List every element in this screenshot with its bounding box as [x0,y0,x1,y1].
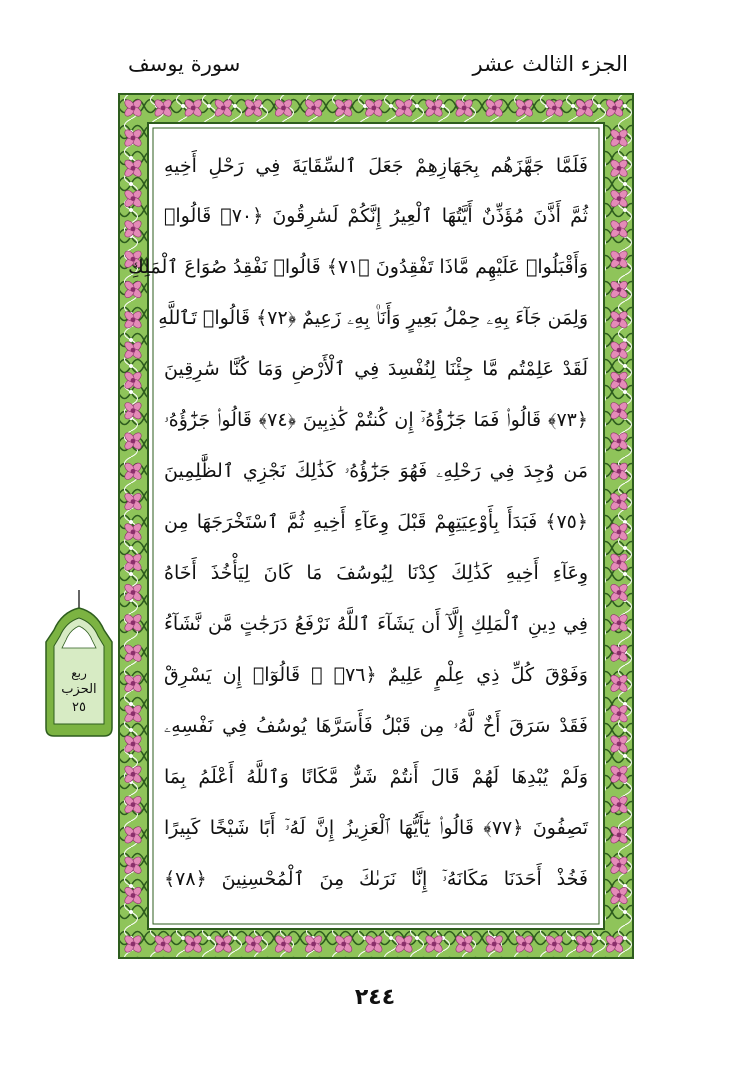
verse-line: مَن وُجِدَ فِي رَحْلِهِۦ فَهُوَ جَزَٰٓؤُهُۥ كَذَٰلِكَ نَجْزِي ٱلظَّٰلِمِينَ [164,460,588,482]
juz-label: الجزء الثالث عشر [472,52,628,76]
verse-line: ﴿٧٣﴾ قَالُوا۟ فَمَا جَزَٰٓؤُهُۥٓ إِن كُنتُمْ كَٰذِبِينَ ﴿٧٤﴾ قَالُوا۟ جَزَٰٓؤُهُۥ [164,409,589,431]
verse-line: ﴿٧٥﴾ فَبَدَأَ بِأَوْعِيَتِهِمْ قَبْلَ وِعَآءِ أَخِيهِ ثُمَّ ٱسْتَخْرَجَهَا مِن [164,511,588,533]
verse-line: فَخُذْ أَحَدَنَا مَكَانَهُۥٓ إِنَّا نَرَىٰكَ مِنَ ٱلْمُحْسِنِينَ ﴿٧٨﴾ [164,868,588,890]
verse-line: وَأَقْبَلُوا۟ عَلَيْهِم مَّاذَا تَفْقِدُونَ ﴿٧١﴾ قَالُوا۟ نَفْقِدُ صُوَاعَ ٱلْمَلِكِ [128,256,588,278]
hizb-label: الحزب [61,682,97,697]
verse-line: تَصِفُونَ ﴿٧٧﴾ قَالُوا۟ يَٰٓأَيُّهَا ٱلْعَزِيزُ إِنَّ لَهُۥٓ أَبًا شَيْخًا كَبِيرًا [164,817,588,839]
verse-line: فَقَدْ سَرَقَ أَخٌ لَّهُۥ مِن قَبْلُ فَأَسَرَّهَا يُوسُفُ فِي نَفْسِهِۦ [164,715,588,737]
surah-label: سورة يوسف [128,52,241,76]
verse-line: وَلِمَن جَآءَ بِهِۦ حِمْلُ بَعِيرٍ وَأَنَا۠ بِهِۦ زَعِيمٌ ﴿٧٢﴾ قَالُوا۟ تَٱللَّهِ [158,307,588,329]
hizb-marker-ornament [40,590,118,740]
verse-line: فِي دِينِ ٱلْمَلِكِ إِلَّآ أَن يَشَآءَ ٱللَّهُ نَرْفَعُ دَرَجَٰتٍ مَّن نَّشَآءُ [164,613,588,635]
page-number: ٢٤٤ [354,985,396,1010]
verse-line: وِعَآءِ أَخِيهِ كَذَٰلِكَ كِدْنَا لِيُوسُفَ مَا كَانَ لِيَأْخُذَ أَخَاهُ [164,562,588,584]
hizb-number: ٢٥ [72,700,86,715]
hizb-quarter-label: ربع [71,666,87,680]
verse-text-area [128,136,594,916]
verse-line: لَقَدْ عَلِمْتُم مَّا جِئْنَا لِنُفْسِدَ فِي ٱلْأَرْضِ وَمَا كُنَّا سَٰرِقِينَ [164,358,588,380]
verse-line: وَلَمْ يُبْدِهَا لَهُمْ قَالَ أَنتُمْ شَرٌّ مَّكَانًا وَٱللَّهُ أَعْلَمُ بِمَا [164,766,588,788]
page-frame [118,93,634,959]
verse-line: وَفَوْقَ كُلِّ ذِي عِلْمٍ عَلِيمٌ ﴿٧٦﴾ ۞ قَالُوٓا۟ إِن يَسْرِقْ [164,664,588,686]
verse-line: ثُمَّ أَذَّنَ مُؤَذِّنٌ أَيَّتُهَا ٱلْعِيرُ إِنَّكُمْ لَسَٰرِقُونَ ﴿٧٠﴾ قَالُوا۟ [164,205,589,227]
verse-line: فَلَمَّا جَهَّزَهُم بِجَهَازِهِمْ جَعَلَ ٱلسِّقَايَةَ فِي رَحْلِ أَخِيهِ [164,155,588,177]
hizb-marker [40,590,118,740]
